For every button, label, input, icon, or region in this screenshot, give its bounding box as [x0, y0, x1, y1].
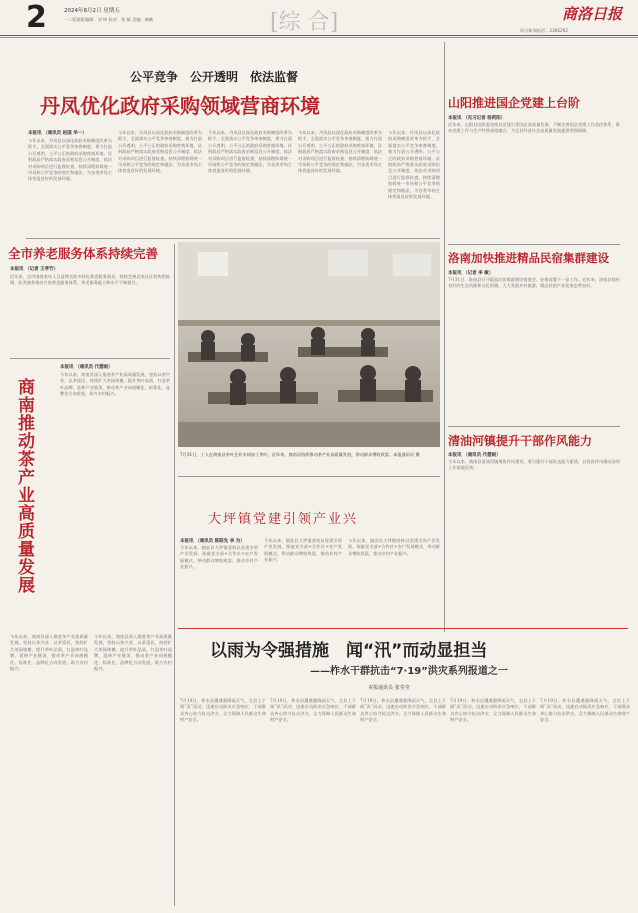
bracket-left: [: [270, 10, 279, 35]
paper-logo: 商洛日报: [562, 5, 623, 23]
a8-subheadline: ——柞水干群抗击“7·19”洪灾系列报道之一: [310, 666, 508, 677]
a8-col-2: 7月19日，柞水县遭遇强降雨天气，全县上下闻“汛”而动，迅速启动防汛应急响应，干部群众齐心协力抗击洪灾，全力保障人民群众生命财产安全。: [270, 698, 356, 723]
photo-caption: 7月31日，工人在商南县茶叶企业车间加工茶叶。近年来，商南县持续推动茶产业高质量发展，带动群众增收致富。本报通讯员 摄: [180, 452, 420, 457]
a5-col-bottom-2: 今年以来，商南县深入推进茶产业高质量发展，坚持以茶兴业、以茶富民，持续扩大茶园规模，提升茶叶品质，打造茶叶品牌，延伸产业链条，推动茶产业向规模化、标准化、品牌化方向发展，助力乡村振兴。: [94, 634, 172, 672]
header-rule-thin: [0, 37, 638, 38]
a5-byline: 本报讯 （通讯员 代德雨）: [60, 365, 113, 370]
a7-col-3: 今年以来，镇安县大坪镇坚持以党建引领产业发展，探索党支部+合作社+农户发展模式，带动群众增收致富，推动乡村产业振兴。: [348, 538, 440, 556]
a7-col-2: 今年以来，镇安县大坪镇坚持以党建引领产业发展，探索党支部+合作社+农户发展模式，带动群众增收致富，推动乡村产业振兴。: [264, 538, 342, 563]
section-label: 综 合: [278, 10, 330, 35]
a6-headline: 清油河镇提升干部作风能力: [448, 434, 593, 448]
a4-byline: 本报讯 （记者 李 敏）: [448, 271, 494, 276]
page-number: 2: [26, 0, 47, 35]
a5-left-divider: [174, 244, 175, 906]
section-title: [270, 5, 338, 36]
a3-headline: 全市养老服务体系持续完善: [8, 246, 159, 261]
a8-col-3: 7月19日，柞水县遭遇强降雨天气，全县上下闻“汛”而动，迅速启动防汛应急响应，干部群众齐心协力抗击洪灾，全力保障人民群众生命财产安全。: [360, 698, 446, 723]
a1-byline: 本报讯 （通讯员 赵国 华一）: [28, 131, 87, 136]
a3-byline: 本报讯 （记者 王孝竹）: [10, 267, 59, 272]
a5-vertical-headline: [12, 378, 34, 628]
a6-body: 今年以来，商南县清油河镇聚焦作风建设，着力提升干部队伍能力素质，以优良作风推动各项工作落地见效。: [448, 459, 620, 471]
a1-bottom-rule: [26, 238, 440, 239]
a6-byline: 本报讯 （通讯员 代德雨）: [448, 453, 501, 458]
a7-byline: 本报讯 （通讯员 陈联先 李 为）: [180, 539, 245, 544]
phone-line: 综合新闻电话：2366292: [520, 28, 568, 33]
factory-photo: [178, 242, 440, 447]
a7-bottom-rule: [178, 628, 628, 629]
a2-bottom-rule: [448, 244, 620, 245]
a2-byline: 本报讯 （见习记者 杨莉阳）: [448, 116, 506, 121]
photo-bottom-rule: [178, 476, 440, 477]
a8-headline: 以雨为令强措施 闻“汛”而动显担当: [210, 641, 488, 661]
a7-col-1: 今年以来，镇安县大坪镇坚持以党建引领产业发展，探索党支部+合作社+农户发展模式，带动群众增收致富，推动乡村产业振兴。: [180, 545, 258, 570]
a1-col-2: 今年以来，丹凤县以深化政府采购制度改革为抓手，全面落实公平竞争审查制度，着力打造公开透明、公平公正的政府采购营商环境。县财政局严格落实政府采购信息公开制度，依法对采购项目进行监督检查，持续清理妨碍统一市场和公平竞争的规定和做法，为各类市场主体营造良好的发展环境。: [118, 130, 202, 174]
a1-col-3: 今年以来，丹凤县以深化政府采购制度改革为抓手，全面落实公平竞争审查制度，着力打造公开透明、公平公正的政府采购营商环境。县财政局严格落实政府采购信息公开制度，依法对采购项目进行监督检查，持续清理妨碍统一市场和公平竞争的规定和做法，为各类市场主体营造良好的发展环境。: [208, 130, 292, 174]
a8-col-1: 7月19日，柞水县遭遇强降雨天气，全县上下闻“汛”而动，迅速启动防汛应急响应，干部群众齐心协力抗击洪灾，全力保障人民群众生命财产安全。: [180, 698, 266, 723]
a4-bottom-rule: [448, 426, 620, 427]
a8-byline: 本报通讯员 张莹莹: [368, 685, 410, 691]
a2-headline: 山阳推进国企党建上台阶: [448, 96, 581, 110]
edit-line: 一二版值班编辑：刘 坤 校对：张 敏 美编：韩鹏: [64, 17, 154, 22]
right-divider: [444, 42, 445, 632]
a4-body: 7月31日，洛南县召开精品民宿集群建设推进会，安排部署下一步工作。近年来，洛南县依托良好的生态资源和文化资源，大力发展乡村旅游，精品民宿产业发展态势良好。: [448, 277, 620, 289]
a4-headline: 洛南加快推进精品民宿集群建设: [448, 251, 609, 265]
header-rule: [0, 35, 638, 36]
a1-col-5: 今年以来，丹凤县以深化政府采购制度改革为抓手，全面落实公平竞争审查制度，着力打造公开透明、公平公正的政府采购营商环境。县财政局严格落实政府采购信息公开制度，依法对采购项目进行监督检查，持续清理妨碍统一市场和公平竞争的规定和做法，为各类市场主体营造良好的发展环境。: [388, 130, 440, 200]
a3-bottom-rule: [10, 358, 170, 359]
a5-col-1: 今年以来，商南县深入推进茶产业高质量发展，坚持以茶兴业、以茶富民，持续扩大茶园规模，提升茶叶品质，打造茶叶品牌，延伸产业链条，推动茶产业向规模化、标准化、品牌化方向发展，助力乡村振兴。: [60, 372, 170, 397]
bracket-right: ]: [329, 10, 339, 35]
a1-col-1: 今年以来，丹凤县以深化政府采购制度改革为抓手，全面落实公平竞争审查制度，着力打造公开透明、公平公正的政府采购营商环境。县财政局严格落实政府采购信息公开制度，依法对采购项目进行监督检查，持续清理妨碍统一市场和公平竞争的规定和做法，为各类市场主体营造良好的发展环境。: [28, 138, 112, 182]
a7-headline: 大坪镇党建引领产业兴: [208, 512, 359, 527]
factory-photo-art: [178, 242, 440, 447]
a2-body: 近年来，山阳县国资委坚持以党建引领国企高质量发展，不断完善国企党建工作责任体系，推动党建工作与生产经营深度融合，为全县经济社会高质量发展提供坚强保障。: [448, 122, 620, 134]
a5-col-bottom-1: 今年以来，商南县深入推进茶产业高质量发展，坚持以茶兴业、以茶富民，持续扩大茶园规模，提升茶叶品质，打造茶叶品牌，延伸产业链条，推动茶产业向规模化、标准化、品牌化方向发展，助力乡村振兴。: [10, 634, 88, 672]
a1-kicker: 公平竞争 公开透明 依法监督: [130, 70, 299, 84]
a8-col-4: 7月19日，柞水县遭遇强降雨天气，全县上下闻“汛”而动，迅速启动防汛应急响应，干部群众齐心协力抗击洪灾，全力保障人民群众生命财产安全。: [450, 698, 536, 723]
a1-headline: 丹凤优化政府采购领域营商环境: [40, 94, 320, 118]
a5-headline: 商南推动茶产业高质量发展: [14, 378, 34, 594]
a3-body: 近年来，全市围绕老年人日益增长的多样化养老服务需求，持续完善居家社区机构相协调、医养康养相结合的养老服务体系，养老服务能力和水平不断提升。: [10, 274, 170, 286]
a8-col-5: 7月19日，柞水县遭遇强降雨天气，全县上下闻“汛”而动，迅速启动防汛应急响应，干部群众齐心协力抗击洪灾，全力保障人民群众生命财产安全。: [540, 698, 630, 723]
date-line: 2024年8月2日 星期五: [64, 8, 120, 14]
a1-col-4: 今年以来，丹凤县以深化政府采购制度改革为抓手，全面落实公平竞争审查制度，着力打造公开透明、公平公正的政府采购营商环境。县财政局严格落实政府采购信息公开制度，依法对采购项目进行监督检查，持续清理妨碍统一市场和公平竞争的规定和做法，为各类市场主体营造良好的发展环境。: [298, 130, 382, 174]
